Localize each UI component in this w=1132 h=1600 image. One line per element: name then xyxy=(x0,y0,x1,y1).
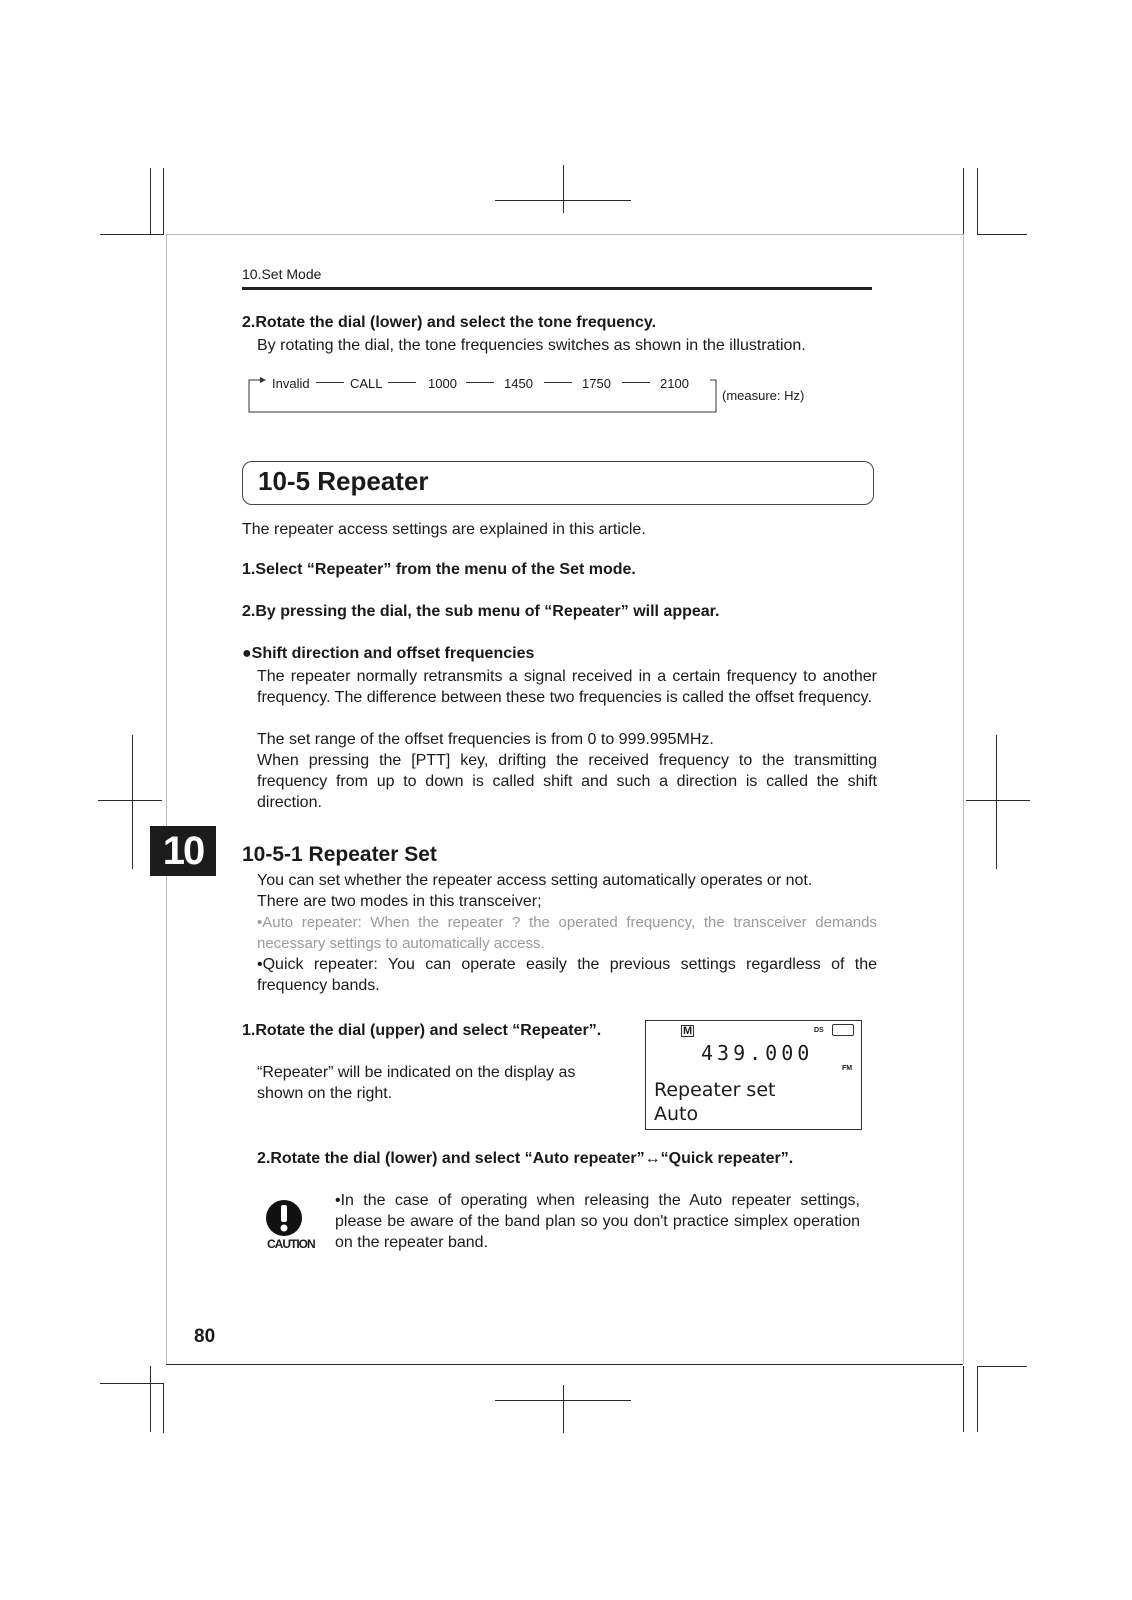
chapter-tab: 10 xyxy=(150,826,216,876)
tone-item-1000: 1000 xyxy=(428,376,457,391)
tone-step-text: By rotating the dial, the tone frequencies switches as shown in the illustration. xyxy=(257,337,806,354)
repeater-step-1-heading: 1.Rotate the dial (upper) and select “Repeater”. xyxy=(242,1022,602,1039)
caution-label: CAUTION xyxy=(267,1237,315,1251)
tone-item-2100: 2100 xyxy=(660,376,689,391)
repeater-step-1-text: “Repeater” will be indicated on the display as shown on the right. xyxy=(257,1064,576,1102)
battery-icon xyxy=(832,1024,854,1036)
section-intro: The repeater access settings are explained in this article. xyxy=(242,521,646,538)
lcd-line-2: Auto xyxy=(654,1103,699,1125)
subsection-title: 10-5-1 Repeater Set xyxy=(242,843,437,866)
running-head: 10.Set Mode xyxy=(242,266,322,282)
tone-item-1750: 1750 xyxy=(582,376,611,391)
bullet-heading: ●Shift direction and offset frequencies xyxy=(242,645,535,662)
header-rule xyxy=(242,287,872,290)
tone-flow-diagram xyxy=(248,376,898,432)
caution-text: •In the case of operating when releasing the Auto repeater settings, please be aware of the band plan so you don't practice simplex operation on the repeater band. xyxy=(335,1192,860,1251)
section-title: 10-5 Repeater xyxy=(258,466,429,496)
subsection-line-2: There are two modes in this transceiver; xyxy=(257,893,542,910)
paragraph-offset-range: The set range of the offset frequencies is from 0 to 999.995MHz. xyxy=(257,731,714,748)
lcd-line-1: Repeater set xyxy=(654,1079,776,1101)
tone-item-invalid: Invalid xyxy=(272,376,310,391)
section-step-1: 1.Select “Repeater” from the menu of the Set mode. xyxy=(242,561,636,578)
tone-unit: (measure: Hz) xyxy=(722,388,805,403)
arrow-icon xyxy=(544,382,572,383)
arrow-icon xyxy=(622,382,650,383)
lcd-mode: FM xyxy=(842,1065,853,1072)
arrow-icon xyxy=(388,382,416,383)
lcd-indicator: DS xyxy=(814,1027,824,1034)
lcd-frequency: 439.000 xyxy=(701,1041,814,1065)
paragraph-shift: When pressing the [PTT] key, drifting the received frequency to the transmitting frequency from up to down is called shift and such a direction is called the shift direction. xyxy=(257,752,877,811)
auto-repeater-description: •Auto repeater: When the repeater ? the operated frequency, the transceiver demands necessary settings to automatically access. xyxy=(257,914,877,952)
quick-repeater-description: •Quick repeater: You can operate easily the previous settings regardless of the frequency bands. xyxy=(257,956,877,994)
page-number: 80 xyxy=(194,1326,216,1347)
paragraph-offset-definition: The repeater normally retransmits a signal received in a certain frequency to another frequency. The difference between these two frequencies is called the offset frequency. xyxy=(257,668,877,706)
arrow-icon xyxy=(316,382,344,383)
lcd-display xyxy=(645,1020,862,1130)
memory-icon: M xyxy=(683,1025,693,1037)
caution-icon xyxy=(263,1195,323,1265)
tone-step-heading: 2.Rotate the dial (lower) and select the tone frequency. xyxy=(242,314,657,331)
tone-item-1450: 1450 xyxy=(504,376,533,391)
repeater-step-2-heading: 2.Rotate the dial (lower) and select “Auto repeater”↔“Quick repeater”. xyxy=(257,1150,794,1167)
subsection-line-1: You can set whether the repeater access setting automatically operates or not. xyxy=(257,872,813,889)
tone-item-call: CALL xyxy=(350,376,383,391)
arrow-icon xyxy=(466,382,494,383)
section-step-2: 2.By pressing the dial, the sub menu of “Repeater” will appear. xyxy=(242,603,720,620)
